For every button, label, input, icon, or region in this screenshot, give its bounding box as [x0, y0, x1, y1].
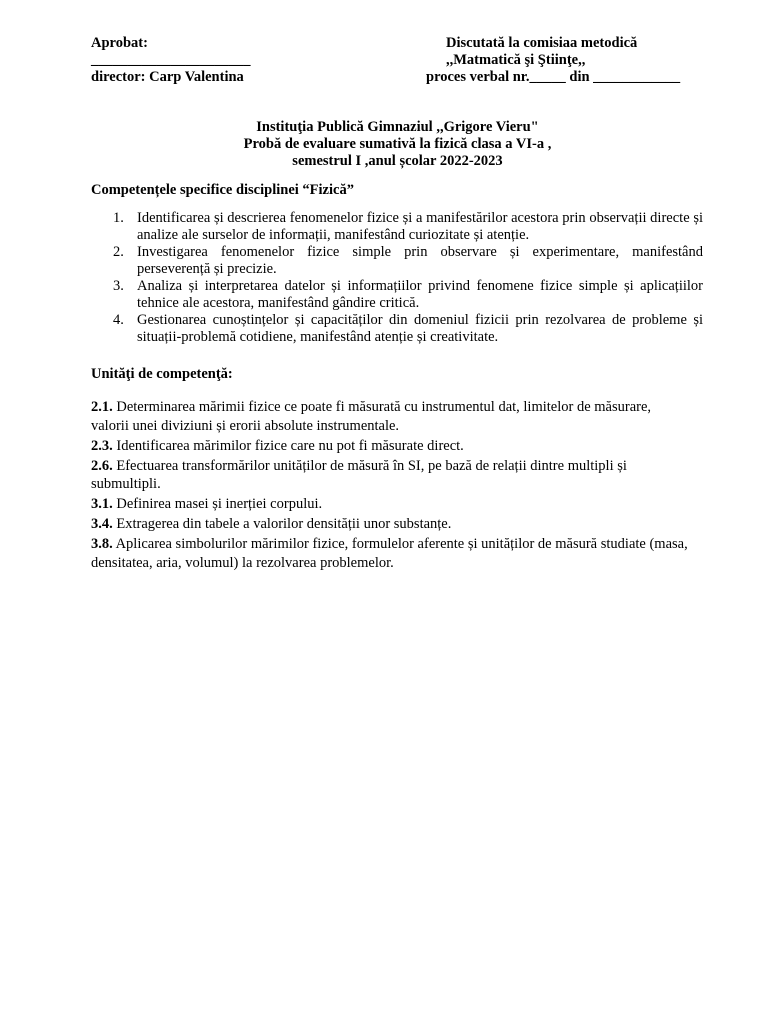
unit-item [91, 437, 691, 456]
competences-heading: Competențele specifice disciplinei “Fizică” [91, 182, 354, 198]
discussed-label: Discutată la comisiaa metodică [446, 35, 638, 51]
unit-item [91, 495, 691, 514]
signature-line: ______________________ [91, 52, 251, 68]
discussion-block [410, 35, 730, 86]
list-item: 3. Analiza și interpretarea datelor și informațiilor privind fenomene fizice simple și aplicațiilor tehnice ale acestora, manifestând gândire critică. [113, 278, 703, 311]
commission-name: ,,Matmatică şi Ştiinţe,, [446, 52, 586, 68]
director-name: director: Carp Valentina [91, 69, 244, 85]
unit-code: 2.1. [91, 399, 113, 415]
unit-text: Identificarea mărimilor fizice care nu pot fi măsurate direct. [112, 437, 464, 454]
unit-text: Aplicarea simbolurilor mărimilor fizice, formulelor aferente și unităților de măsură studiate (masa, densitatea, aria, volumul) la rezolvarea problemelor. [91, 536, 688, 571]
unit-text: Efectuarea transformărilor unităților de măsură în SI, pe bază de relații dintre multipli și submultipli. [91, 457, 627, 492]
test-title: Probă de evaluare sumativă la fizică clasa a VI-a , [243, 136, 552, 152]
approval-block [91, 35, 311, 86]
list-item: 2. Investigarea fenomenelor fizice simple prin observare și experimentare, manifestând perseverență și precizie. [113, 244, 703, 277]
unit-item [91, 515, 691, 534]
unit-code: 2.3. [91, 437, 113, 454]
unit-text: Extragerea din tabele a valorilor densității unor substanțe. [112, 516, 452, 532]
unit-item [91, 535, 691, 572]
approved-label: Aprobat: [91, 35, 148, 51]
document-title [0, 119, 768, 170]
unit-code: 3.8. [91, 536, 113, 552]
units-heading: Unităţi de competenţă: [91, 366, 233, 382]
minutes-line: proces verbal nr._____ din ____________ [426, 69, 681, 85]
institution-name: Instituţia Publică Gimnaziul ,,Grigore Vieru" [256, 119, 539, 135]
unit-code: 3.1. [91, 496, 113, 512]
units-list [91, 398, 691, 574]
semester-line: semestrul I ,anul școlar 2022-2023 [292, 153, 503, 169]
unit-code: 3.4. [91, 516, 113, 532]
unit-code: 2.6. [91, 457, 113, 474]
list-item: 1. Identificarea și descrierea fenomenelor fizice și a manifestărilor acestora prin observații directe și analize ale surselor de informații, manifestând curiozitate și atenție. [113, 210, 703, 243]
competences-list [91, 210, 703, 346]
unit-item [91, 398, 691, 435]
unit-text: Determinarea mărimii fizice ce poate fi măsurată cu instrumentul dat, limitelor de măsurare, valorii unei diviziuni și erorii absolute instrumentale. [91, 399, 652, 434]
unit-text: Definirea masei și inerției corpului. [112, 496, 323, 512]
unit-item [91, 457, 691, 494]
list-item: 4. Gestionarea cunoștințelor și capacităților din domeniul fizicii prin rezolvarea de probleme și situații-problemă cotidiene, manifestând atenție și creativitate. [113, 312, 703, 345]
